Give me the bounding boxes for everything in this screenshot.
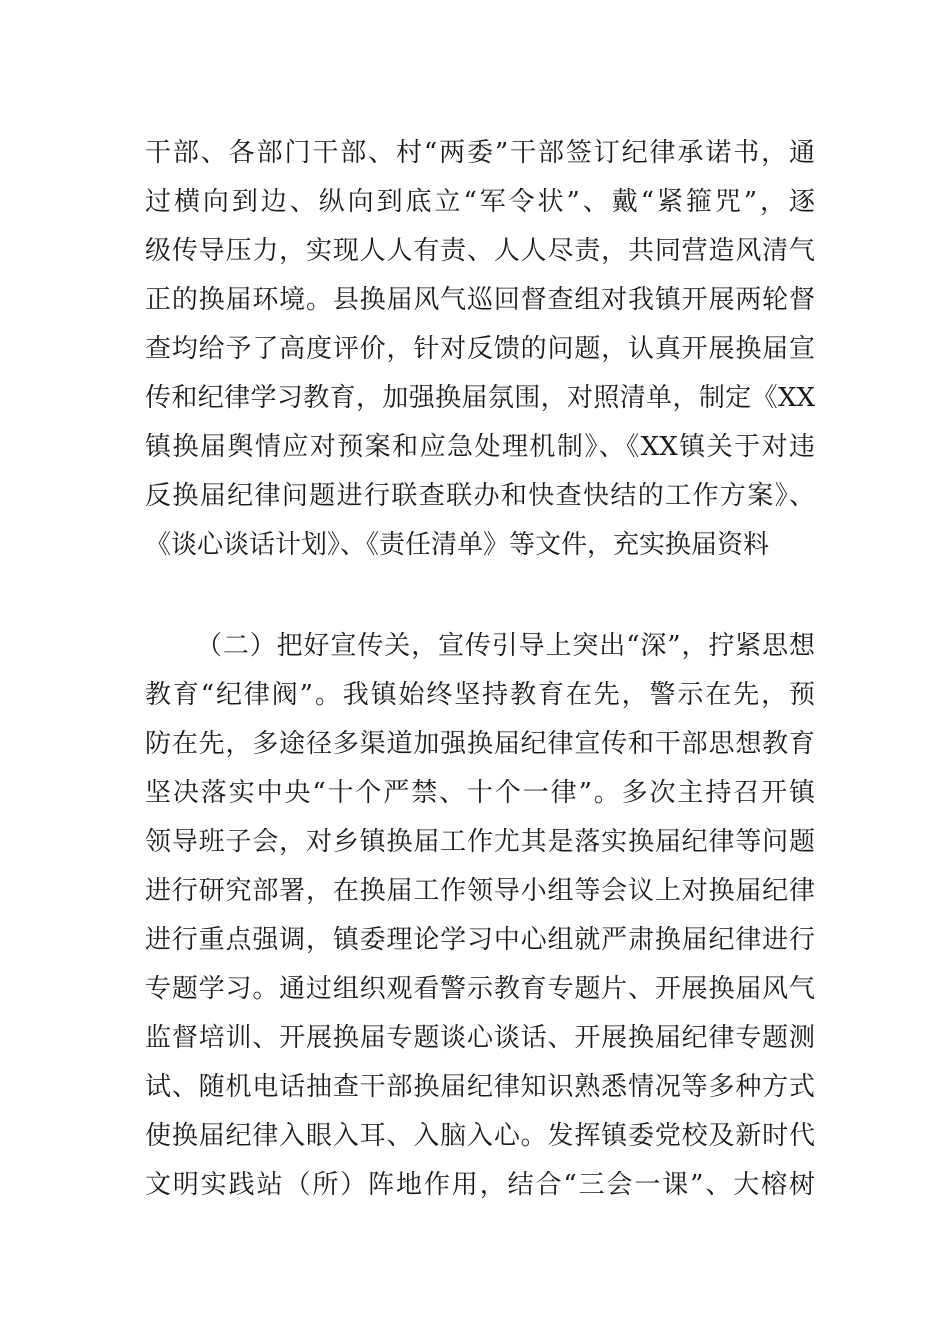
text-line: 《谈心谈话计划》、《责任清单》等文件，充实换届资料 <box>145 530 770 560</box>
text-line: 试、随机电话抽查干部换届纪律知识熟悉情况等多种方式 <box>145 1072 815 1102</box>
section-heading-line: （二）把好宣传关，宣传引导上突出“深”，拧紧思想 <box>196 631 815 661</box>
text-line: 文明实践站（所）阵地作用，结合“三会一课”、大榕树 <box>145 1170 815 1200</box>
text-line: 领导班子会，对乡镇换届工作尤其是落实换届纪律等问题 <box>145 827 815 857</box>
text-line: 干部、各部门干部、村“两委”干部签订纪律承诺书，通 <box>145 138 815 168</box>
text-line: 过横向到边、纵向到底立“军令状”、戴“紧箍咒”，逐 <box>145 187 815 217</box>
text-line: 传和纪律学习教育，加强换届氛围，对照清单，制定《XX <box>145 383 815 413</box>
text-line: 查均给予了高度评价，针对反馈的问题，认真开展换届宣 <box>145 334 815 364</box>
text-line: 教育“纪律阀”。我镇始终坚持教育在先，警示在先，预 <box>145 680 815 710</box>
text-line: 进行重点强调，镇委理论学习中心组就严肃换届纪律进行 <box>145 925 815 955</box>
text-line: 防在先，多途径多渠道加强换届纪律宣传和干部思想教育 <box>145 729 815 759</box>
text-line: 使换届纪律入眼入耳、入脑入心。发挥镇委党校及新时代 <box>145 1121 815 1151</box>
text-line: 监督培训、开展换届专题谈心谈话、开展换届纪律专题测 <box>145 1023 815 1053</box>
text-line: 级传导压力，实现人人有责、人人尽责，共同营造风清气 <box>145 236 815 266</box>
text-line: 进行研究部署，在换届工作领导小组等会议上对换届纪律 <box>145 876 815 906</box>
text-line: 正的换届环境。县换届风气巡回督查组对我镇开展两轮督 <box>145 285 815 315</box>
text-line: 专题学习。通过组织观看警示教育专题片、开展换届风气 <box>145 974 815 1004</box>
text-line: 坚决落实中央“十个严禁、十个一律”。多次主持召开镇 <box>145 778 815 808</box>
text-line: 镇换届舆情应对预案和应急处理机制》、《XX镇关于对违 <box>145 432 815 462</box>
text-line: 反换届纪律问题进行联查联办和快查快结的工作方案》、 <box>145 481 815 511</box>
